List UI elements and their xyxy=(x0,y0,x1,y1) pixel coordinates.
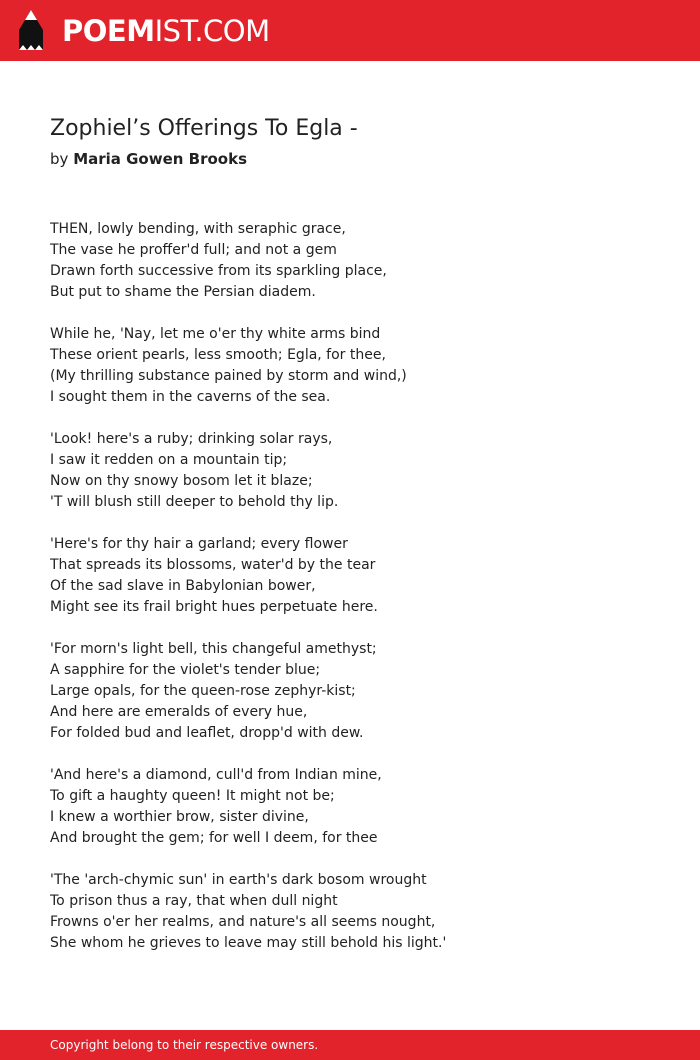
poem-line: And here are emeralds of every hue, xyxy=(50,704,308,720)
poem-line: Drawn forth successive from its sparkling place, xyxy=(50,263,387,279)
poem-line: Now on thy snowy bosom let it blaze; xyxy=(50,473,313,489)
stanza xyxy=(50,429,670,513)
poem-line: She whom he grieves to leave may still behold his light.' xyxy=(50,935,447,951)
poem-line: Large opals, for the queen-rose zephyr-kist; xyxy=(50,683,356,699)
poem-byline xyxy=(50,150,247,168)
author-name: Maria Gowen Brooks xyxy=(73,150,248,168)
by-label: by xyxy=(50,150,69,168)
stanza xyxy=(50,534,670,618)
poem-line: 'For morn's light bell, this changeful amethyst; xyxy=(50,641,377,657)
poem-line: 'The 'arch-chymic sun' in earth's dark bosom wrought xyxy=(50,872,427,888)
poem-line: Frowns o'er her realms, and nature's all seems nought, xyxy=(50,914,436,930)
poem-line: These orient pearls, less smooth; Egla, for thee, xyxy=(50,347,386,363)
logo-bold-text: POEM xyxy=(62,14,155,48)
pencil-logo-icon[interactable] xyxy=(17,10,45,52)
poem-line: While he, 'Nay, let me o'er thy white arms bind xyxy=(50,326,381,342)
poem-line: 'T will blush still deeper to behold thy lip. xyxy=(50,494,339,510)
poem-line: To prison thus a ray, that when dull night xyxy=(50,893,338,909)
stanza xyxy=(50,870,670,954)
poem-line: I saw it redden on a mountain tip; xyxy=(50,452,288,468)
poem-line: And brought the gem; for well I deem, for thee xyxy=(50,830,378,846)
poem-line: The vase he proffer'd full; and not a gem xyxy=(50,242,337,258)
poem-line: THEN, lowly bending, with seraphic grace, xyxy=(50,221,346,237)
poem-line: Of the sad slave in Babylonian bower, xyxy=(50,578,316,594)
poem-line: For folded bud and leaflet, dropp'd with dew. xyxy=(50,725,364,741)
logo-thin-text: IST.COM xyxy=(154,14,270,48)
poem-line: A sapphire for the violet's tender blue; xyxy=(50,662,321,678)
poem-line: (My thrilling substance pained by storm and wind,) xyxy=(50,368,407,384)
poem-line: That spreads its blossoms, water'd by the tear xyxy=(50,557,376,573)
copyright-text: Copyright belong to their respective owners. xyxy=(50,1038,319,1052)
poem-line: 'Here's for thy hair a garland; every flower xyxy=(50,536,348,552)
poem-line: I sought them in the caverns of the sea. xyxy=(50,389,331,405)
stanza xyxy=(50,324,670,408)
poem-body xyxy=(50,219,670,975)
poem-line: Might see its frail bright hues perpetuate here. xyxy=(50,599,378,615)
poem-line: 'And here's a diamond, cull'd from Indian mine, xyxy=(50,767,382,783)
poem-line: I knew a worthier brow, sister divine, xyxy=(50,809,309,825)
stanza xyxy=(50,765,670,849)
site-footer xyxy=(0,1030,700,1060)
poem-line: To gift a haughty queen! It might not be; xyxy=(50,788,335,804)
stanza xyxy=(50,639,670,744)
poem-line: 'Look! here's a ruby; drinking solar rays, xyxy=(50,431,333,447)
poem-title: Zophiel’s Offerings To Egla - xyxy=(50,116,358,141)
site-header xyxy=(0,0,700,61)
stanza xyxy=(50,219,670,303)
poem-line: But put to shame the Persian diadem. xyxy=(50,284,316,300)
site-logo[interactable] xyxy=(62,9,270,53)
